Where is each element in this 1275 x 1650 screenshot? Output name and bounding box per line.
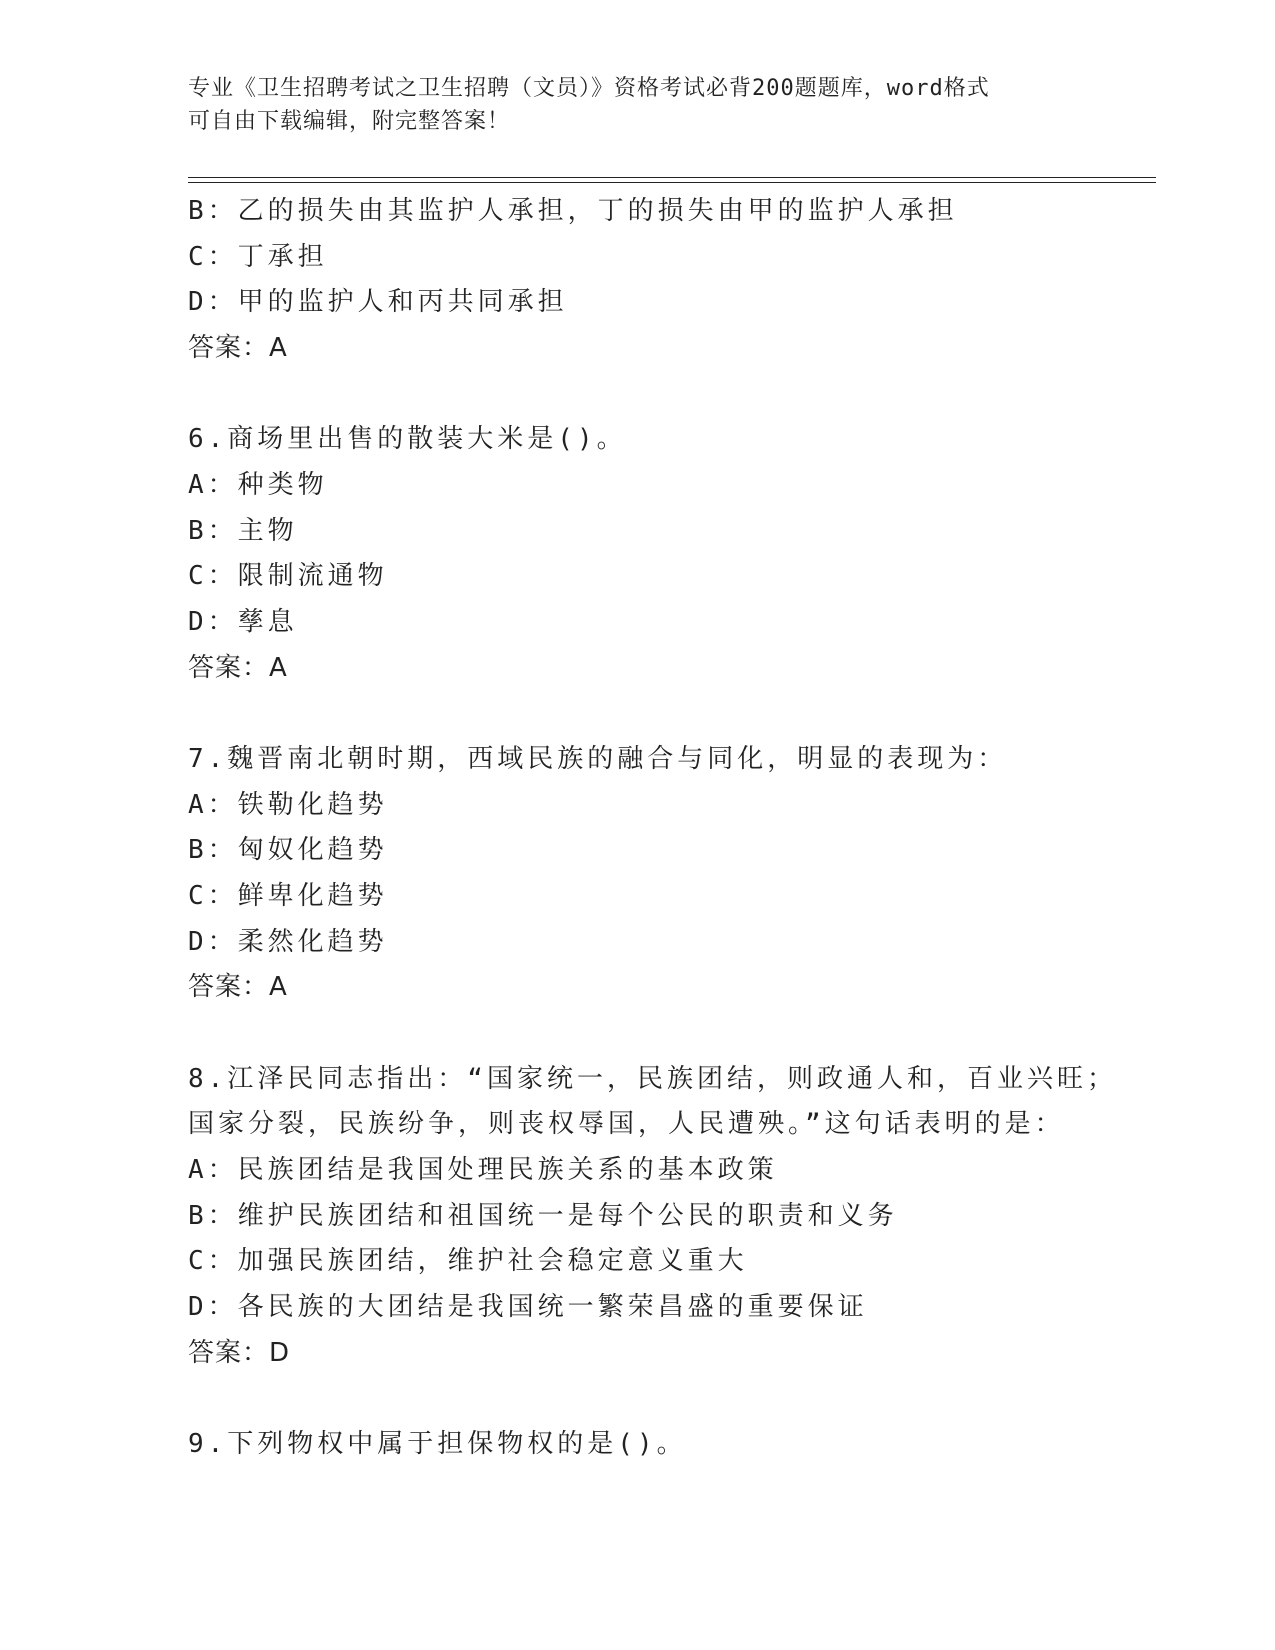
option-line: B：维护民族团结和祖国统一是每个公民的职责和义务 bbox=[188, 1200, 898, 1231]
question-list bbox=[188, 189, 1118, 1468]
header-rule-bottom bbox=[188, 182, 1156, 183]
question-text: 6.商场里出售的散装大米是()。 bbox=[188, 424, 627, 455]
option-line: D：各民族的大团结是我国统一繁荣昌盛的重要保证 bbox=[188, 1291, 868, 1322]
answer-line: 答案：A bbox=[188, 652, 288, 683]
option-line: A：铁勒化趋势 bbox=[188, 789, 388, 820]
option-line: D：柔然化趋势 bbox=[188, 926, 388, 957]
header-line-2: 可自由下载编辑，附完整答案！ bbox=[188, 109, 511, 134]
header-line-1: 专业《卫生招聘考试之卫生招聘（文员）》资格考试必背200题题库，word格式 bbox=[188, 76, 990, 101]
header-rule-top bbox=[188, 177, 1156, 178]
option-line: A：种类物 bbox=[188, 469, 328, 500]
option-line: C：鲜卑化趋势 bbox=[188, 880, 388, 911]
option-line: B：主物 bbox=[188, 515, 298, 546]
document-header bbox=[188, 72, 1088, 138]
answer-line: 答案：A bbox=[188, 972, 288, 1003]
option-line: D：甲的监护人和丙共同承担 bbox=[188, 287, 568, 318]
option-line: B：匈奴化趋势 bbox=[188, 835, 388, 866]
option-line: D：孳息 bbox=[188, 607, 298, 637]
option-line: C：限制流通物 bbox=[188, 561, 388, 592]
question-text: 9.下列物权中属于担保物权的是()。 bbox=[188, 1428, 687, 1459]
question-text-line: 国家分裂，民族纷争，则丧权辱国，人民遭殃。”这句话表明的是： bbox=[188, 1109, 1065, 1140]
question-text-line: 8.江泽民同志指出：“国家统一，民族团结，则政通人和，百业兴旺； bbox=[188, 1063, 1117, 1094]
option-line: B：乙的损失由其监护人承担，丁的损失由甲的监护人承担 bbox=[188, 196, 958, 226]
answer-line: 答案：D bbox=[188, 1337, 291, 1368]
question-text: 7.魏晋南北朝时期，西域民族的融合与同化，明显的表现为： bbox=[188, 743, 1008, 774]
answer-line: 答案：A bbox=[188, 333, 288, 364]
option-line: C：加强民族团结，维护社会稳定意义重大 bbox=[188, 1246, 748, 1277]
option-line: A：民族团结是我国处理民族关系的基本政策 bbox=[188, 1154, 778, 1185]
option-line: C：丁承担 bbox=[188, 241, 328, 272]
